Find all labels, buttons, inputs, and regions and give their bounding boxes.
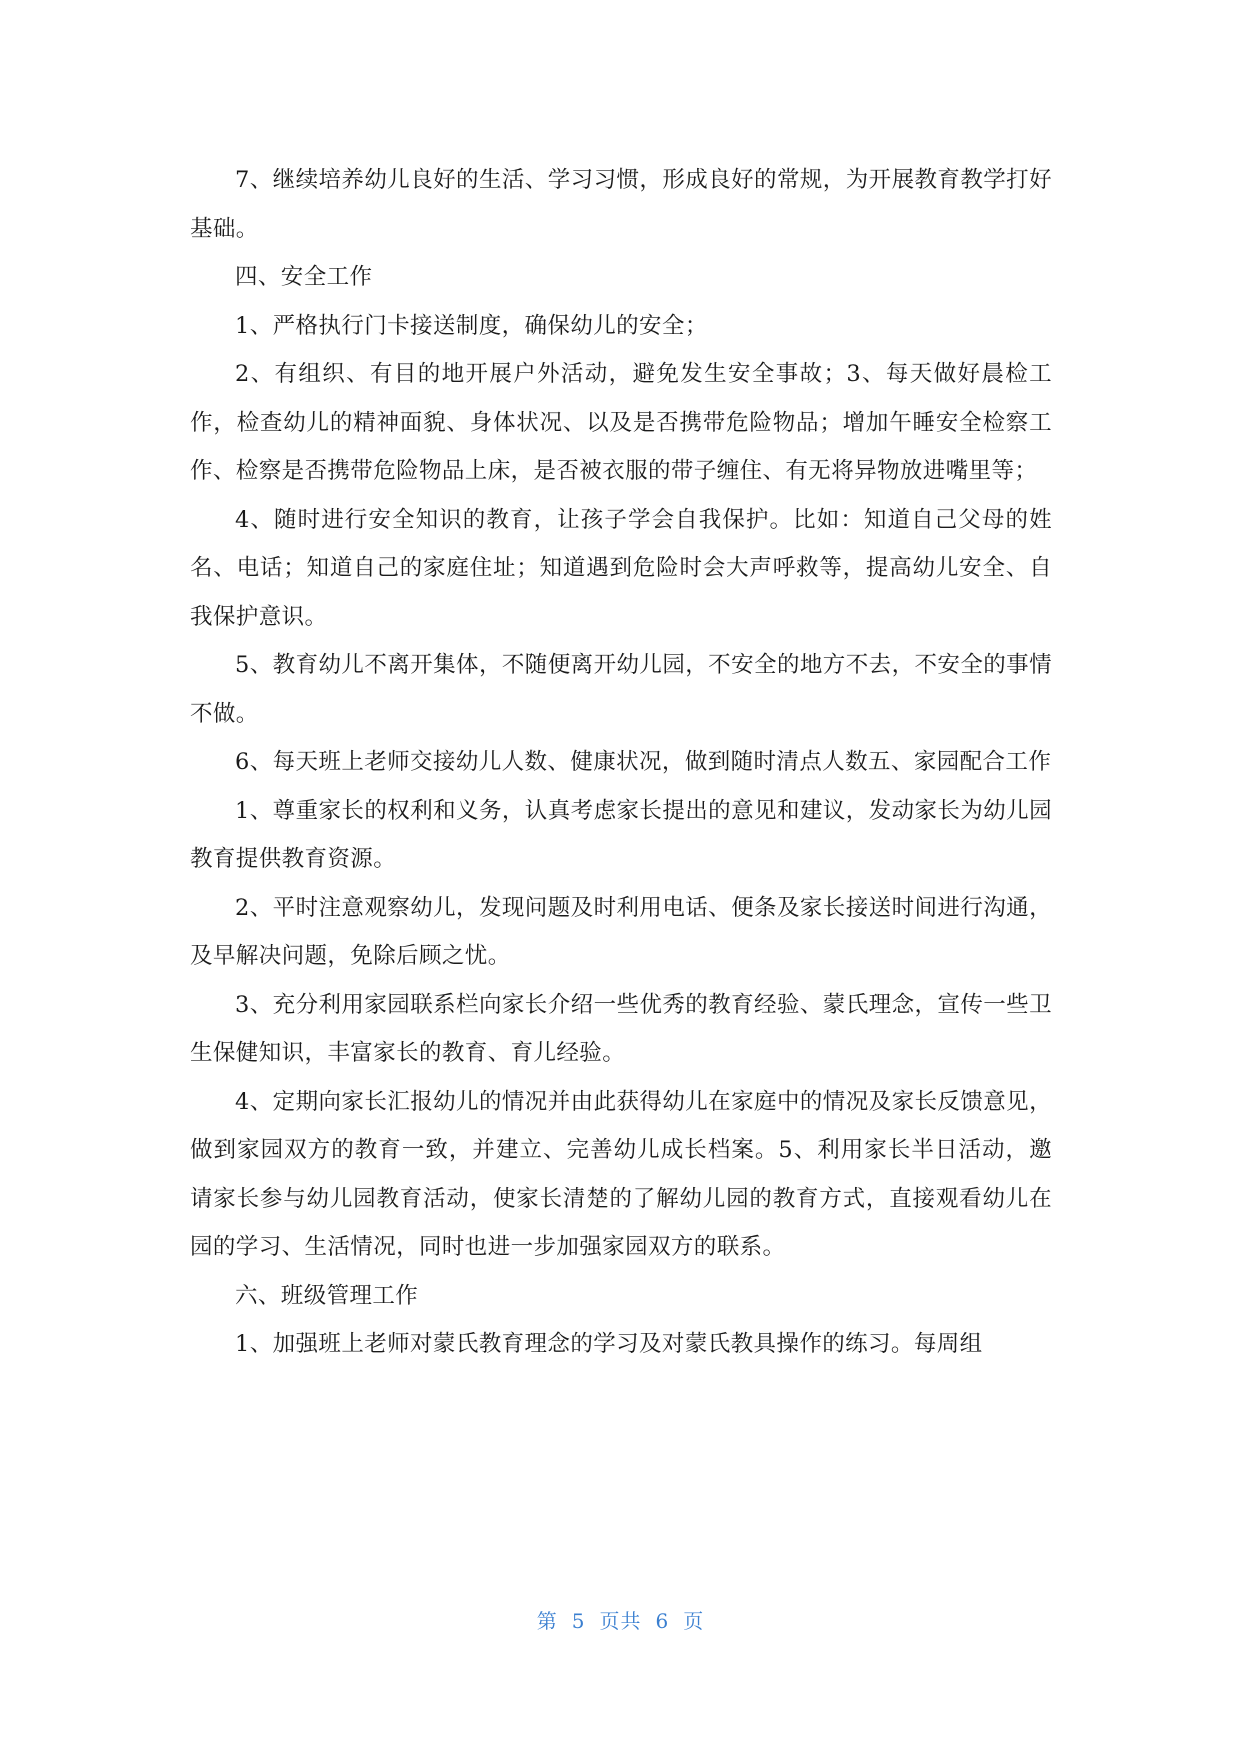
paragraph-10: 3、充分利用家园联系栏向家长介绍一些优秀的教育经验、蒙氏理念，宣传一些卫生保健知识，丰富家长的教育、育儿经验。 bbox=[190, 991, 1052, 1066]
paragraph-7: 6、每天班上老师交接幼儿人数、健康状况，做到随时清点人数五、家园配合工作 bbox=[235, 749, 1052, 775]
paragraph-3: 1、严格执行门卡接送制度，确保幼儿的安全； bbox=[235, 312, 708, 339]
footer-prefix: 第 bbox=[536, 1609, 558, 1633]
footer-middle: 页共 bbox=[599, 1609, 642, 1633]
paragraph-11: 4、定期向家长汇报幼儿的情况并由此获得幼儿在家庭中的情况及家长反馈意见，做到家园双方的教育一致，并建立、完善幼儿成长档案。5、利用家长半日活动，邀请家长参与幼儿园教育活动，使家长清楚的了解幼儿园的教育方式，直接观看幼儿在园的学习、生活情况，同时也进一步加强家园双方的联系。 bbox=[190, 1088, 1052, 1260]
paragraph-1: 7、继续培养幼儿良好的生活、学习习惯，形成良好的常规，为开展教育教学打好基础。 bbox=[190, 167, 1052, 242]
paragraph-8: 1、尊重家长的权利和义务，认真考虑家长提出的意见和建议，发动家长为幼儿园教育提供教育资源。 bbox=[190, 797, 1052, 872]
paragraph-9: 2、平时注意观察幼儿，发现问题及时利用电话、便条及家长接送时间进行沟通，及早解决问题，免除后顾之忧。 bbox=[190, 894, 1052, 969]
footer-current-page: 5 bbox=[571, 1609, 586, 1633]
section-heading-class-management: 六、班级管理工作 bbox=[235, 1282, 419, 1309]
footer-suffix: 页 bbox=[683, 1609, 705, 1633]
paragraph-5: 4、随时进行安全知识的教育，让孩子学会自我保护。比如：知道自己父母的姓名、电话；知道自己的家庭住址；知道遇到危险时会大声呼救等，提高幼儿安全、自我保护意识。 bbox=[190, 506, 1052, 630]
footer-total-pages: 6 bbox=[655, 1609, 670, 1633]
document-body bbox=[190, 156, 1052, 1369]
paragraph-13: 1、加强班上老师对蒙氏教育理念的学习及对蒙氏教具操作的练习。每周组 bbox=[235, 1331, 983, 1357]
paragraph-6: 5、教育幼儿不离开集体，不随便离开幼儿园，不安全的地方不去，不安全的事情不做。 bbox=[190, 652, 1052, 727]
paragraph-4: 2、有组织、有目的地开展户外活动，避免发生安全事故；3、每天做好晨检工作，检查幼儿的精神面貌、身体状况、以及是否携带危险物品；增加午睡安全检察工作、检察是否携带危险物品上床，是否被衣服的带子缠住、有无将异物放进嘴里等； bbox=[190, 361, 1052, 484]
section-heading-safety: 四、安全工作 bbox=[235, 264, 373, 290]
page-footer bbox=[0, 1605, 1241, 1634]
